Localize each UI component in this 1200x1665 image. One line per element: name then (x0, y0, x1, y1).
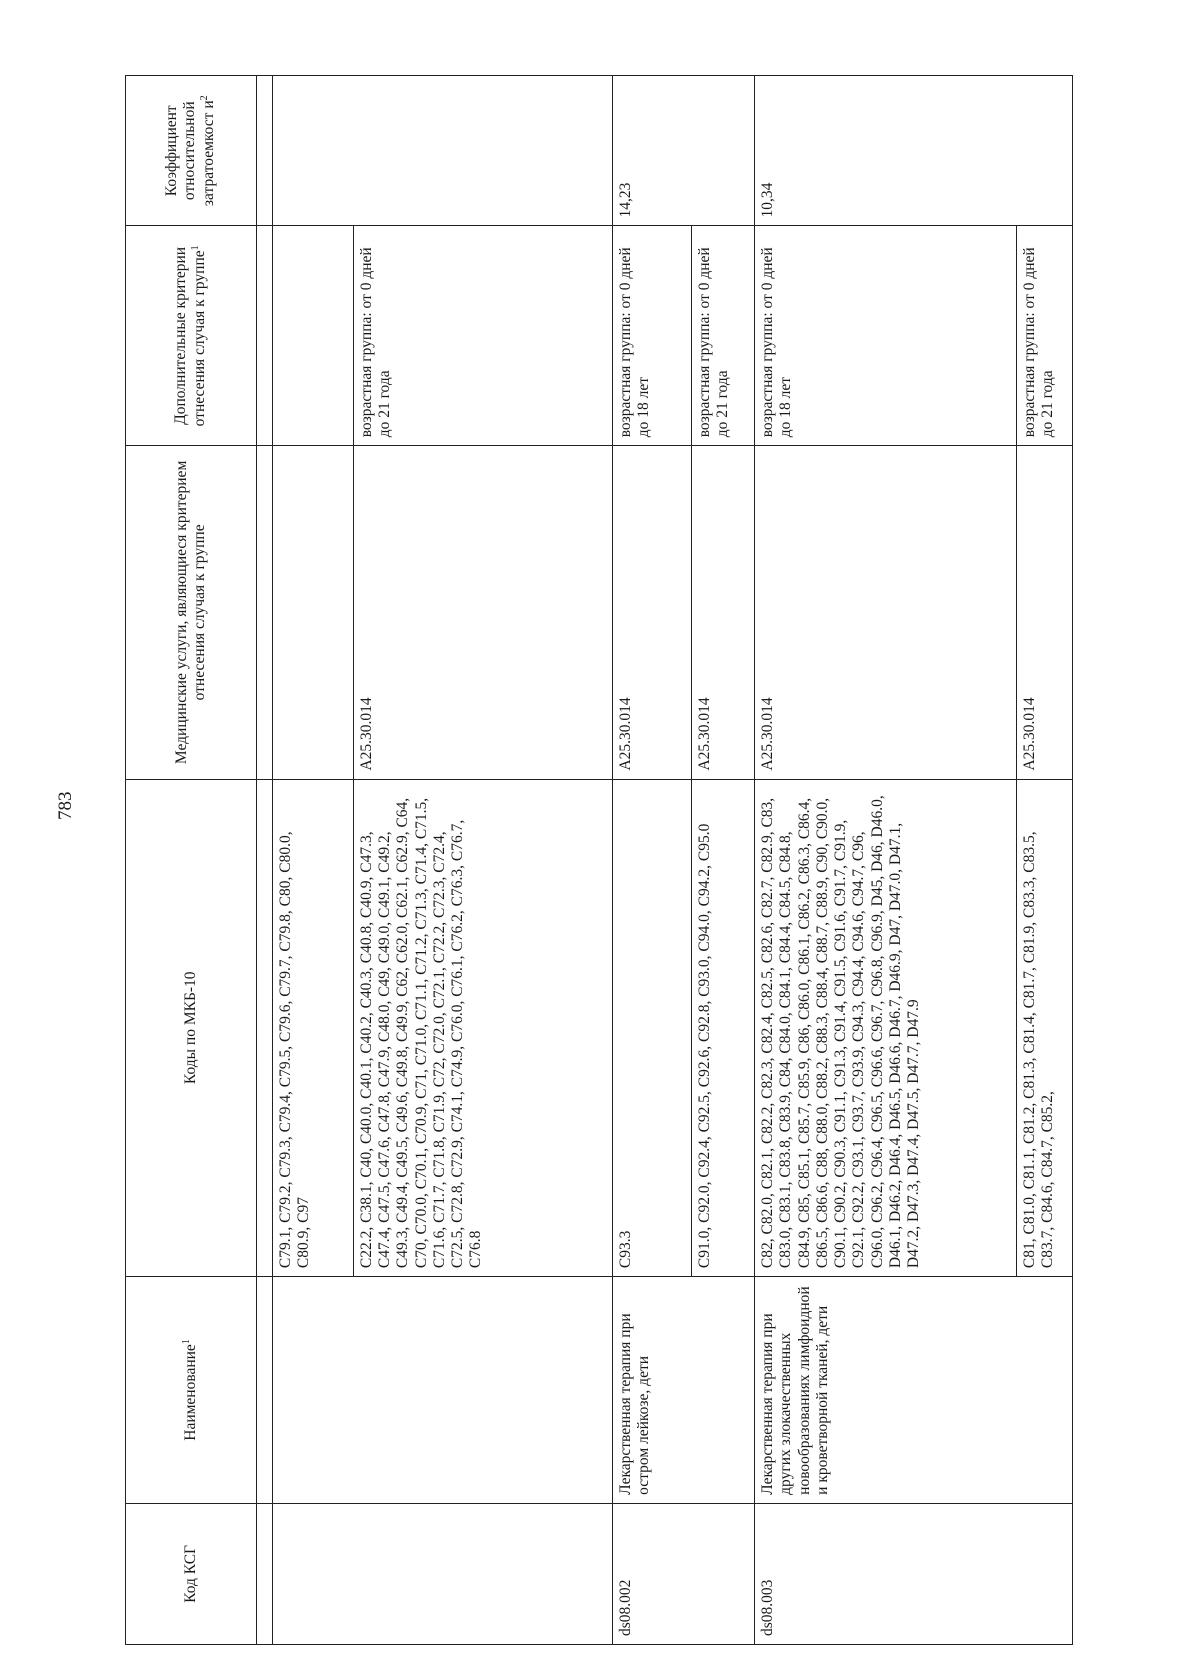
cell-criteria: возрастная группа: от 0 дней до 21 года (1016, 226, 1072, 446)
cell-icd: C22.2, C38.1, C40, C40.0, C40.1, C40.2, C40.3, C40.8, C40.9, C47.3, C47.4, C47.5, C47.6, C47.8, C47.9, C48.0, C49, C49.0, C49.1, C49.2, C49.3, C49.4, C49.5, C49.6, C49.8, C49.9, C62, C62.0, C62.1, C62.9, C64, C70, C70.0, C70.1, C70.9, C71, C71.0, C71.1, C71.2, C71.3, C71.4, C71.5, C71.6, C71.7, C71.8, C71.9, C72, C72.0, C72.1, C72.2, C72.3, C72.4, C72.5, C72.8, C72.9, C74.1, C74.9, C76.0, C76.1, C76.2, C76.3, C76.7, C76.8 (353, 779, 612, 1277)
cell-code: ds08.002 (613, 1503, 755, 1644)
cell-criteria: возрастная группа: от 0 дней до 18 лет (613, 226, 692, 446)
table-row (272, 76, 353, 1645)
header-criteria: Дополнительные критерии отнесения случая к группе$^1$ (126, 226, 257, 446)
cell-icd: C82, C82.0, C82.1, C82.2, C82.3, C82.4, C82.5, C82.6, C82.7, C82.9, C83, C83.0, C83.1, C83.8, C83.9, C84, C84.0, C84.1, C84.4, C84.5, C84.8, C84.9, C85, C85.1, C85.7, C85.9, C86, C86.0, C86.1, C86.2, C86.3, C86.4, C86.5, C86.6, C88, C88.0, C88.2, C88.3, C88.4, C88.7, C88.9, C90, C90.0, C90.1, C90.2, C90.3, C91.1, C91.3, C91.4, C91.5, C91.6, C91.7, C91.9, C92.1, C92.2, C93.1, C93.7, C93.9, C94.3, C94.4, C94.6, C94.7, C96, C96.0, C96.2, C96.4, C96.5, C96.6, C96.7, C96.8, C96.9, D45, D46, D46.0, D46.1, D46.2, D46.4, D46.5, D46.6, D46.7, D46.9, D47, D47.0, D47.1, D47.2, D47.3, D47.4, D47.5, D47.7, D47.9 (755, 779, 1017, 1277)
cell-criteria: возрастная группа: от 0 дней до 18 лет (755, 226, 1017, 446)
cell-coef: 10,34 (755, 76, 1073, 226)
cell-coef: 14,23 (613, 76, 755, 226)
cell-icd: C91.0, C92.0, C92.4, C92.5, C92.6, C92.8, C93.0, C94.0, C94.2, C95.0 (691, 779, 754, 1277)
cell-name (272, 1277, 612, 1504)
cell-services: A25.30.014 (691, 446, 754, 779)
cell-icd: C79.1, C79.2, C79.3, C79.4, C79.5, C79.6, C79.7, C79.8, C80, C80.0, C80.9, C97 (272, 779, 353, 1277)
rotated-table-container (125, 75, 1073, 1645)
header-icd: Коды по МКБ-10 (126, 779, 257, 1277)
cell-code: ds08.003 (755, 1503, 1073, 1644)
header-name: Наименование$^1$ (126, 1277, 257, 1504)
cell-criteria: возрастная группа: от 0 дней до 21 года (353, 226, 612, 446)
cell-criteria (272, 226, 353, 446)
cell-name: Лекарственная терапия при остром лейкозе, дети (613, 1277, 755, 1504)
table-row (613, 76, 692, 1645)
cell-services: A25.30.014 (1016, 446, 1072, 779)
cell-icd: C81, C81.0, C81.1, C81.2, C81.3, C81.4, C81.7, C81.9, C83.3, C83.5, C83.7, C84.6, C84.7, C85.2, (1016, 779, 1072, 1277)
table-row (755, 76, 1017, 1645)
table-header-row (126, 76, 257, 1645)
header-coef: Коэффициент относительной затратоемкост $и^2$ (126, 76, 257, 226)
cell-criteria: возрастная группа: от 0 дней до 21 года (691, 226, 754, 446)
cell-code (272, 1503, 612, 1644)
header-code: Код КСГ (126, 1503, 257, 1644)
cell-coef (272, 76, 612, 226)
spacer-row (256, 76, 272, 1645)
cell-icd: C93.3 (613, 779, 692, 1277)
header-services: Медицинские услуги, являющиеся критерием отнесения случая к группе (126, 446, 257, 779)
cell-services: A25.30.014 (755, 446, 1017, 779)
cell-name: Лекарственная терапия при других злокачественных новообразованиях лимфоидной и кроветворной тканей, дети (755, 1277, 1073, 1504)
cell-services (272, 446, 353, 779)
cell-services: A25.30.014 (613, 446, 692, 779)
ksg-table (125, 75, 1073, 1645)
cell-services: A25.30.014 (353, 446, 612, 779)
page-number: 783 (55, 791, 76, 820)
